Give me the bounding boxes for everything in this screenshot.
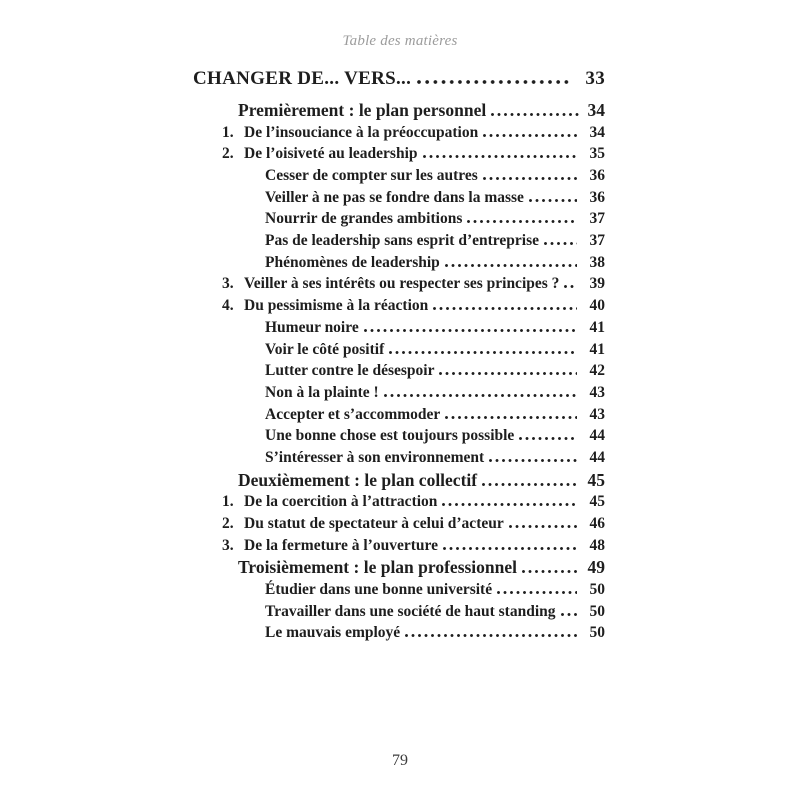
dot-leader [561,613,577,616]
toc-entry-label: Nourrir de grandes ambitions [265,210,463,228]
dot-leader [443,547,577,550]
toc-entry-label: De l’insouciance à la préoccupation [244,123,479,141]
toc-entry-label: Voir le côté positif [265,340,385,358]
toc-entry-label: CHANGER DE... VERS... [193,68,412,89]
toc-entry [193,447,605,469]
dot-leader [384,394,577,397]
dot-leader [445,416,577,419]
dot-leader [467,220,577,223]
dot-leader [522,570,579,573]
toc-entry-label: Lutter contre le désespoir [265,362,435,380]
toc-entry-page: 34 [587,100,605,120]
toc-entry [193,317,605,339]
toc-entry-label: De la fermeture à l’ouverture [244,536,438,554]
dot-leader [417,80,572,84]
toc-entry-label: Non à la plainte ! [265,383,379,401]
toc-entry [193,122,605,144]
toc-entry-number: 3. [222,275,234,293]
toc-entry-label: Troisièmement : le plan professionnel [238,557,518,578]
toc-entry [193,208,605,230]
toc-entry-page: 40 [589,297,605,315]
toc-entry-page: 42 [589,362,605,380]
toc-entry-label: Deuxièmement : le plan collectif [238,469,478,490]
dot-leader [364,329,577,332]
toc-entry-label: Le mauvais employé [265,624,401,642]
toc-entry-label: Phénomènes de leadership [265,253,440,271]
toc-entry-label: Veiller à ne pas se fondre dans la masse [265,188,524,206]
toc-entry-page: 36 [589,166,605,184]
toc-entry [193,556,605,579]
dot-leader [483,177,577,180]
dot-leader [497,591,577,594]
toc-entry-label: Travailler dans une société de haut standing [265,602,556,620]
toc-entry [193,187,605,209]
toc-entry-page: 45 [587,469,605,490]
toc-entry-page: 37 [589,232,605,250]
toc-entry [193,165,605,187]
toc-entry-label: S’intéresser à son environnement [265,449,485,467]
toc-entry-page: 41 [589,318,605,336]
toc-entry [193,404,605,426]
toc-entry [193,252,605,274]
toc-entry-page: 50 [589,624,605,642]
dot-leader [491,113,579,116]
dot-leader [509,525,577,528]
toc-entry-page: 44 [589,449,605,467]
dot-leader [389,351,577,354]
toc-entry-page: 34 [589,123,605,141]
toc-entry-label: Du pessimisme à la réaction [244,297,429,315]
toc-entry [193,425,605,447]
toc-entry-page: 45 [589,493,605,511]
toc-entry [193,295,605,317]
toc-entry-label: Humeur noire [265,318,359,336]
toc-entry-number: 2. [222,514,234,532]
toc-entry-page: 38 [589,253,605,271]
toc-entry [193,535,605,557]
dot-leader [439,372,577,375]
dot-leader [445,264,577,267]
toc-entry-page: 48 [589,536,605,554]
toc-entry [193,601,605,623]
page-number-footer: 79 [392,752,408,769]
dot-leader [489,459,577,462]
toc-list [193,67,605,644]
toc-entry-number: 2. [222,145,234,163]
toc-entry [193,230,605,252]
dot-leader [519,437,577,440]
dot-leader [483,134,577,137]
toc-entry [193,513,605,535]
dot-leader [405,634,577,637]
dot-leader [529,199,577,202]
toc-entry-page: 35 [589,145,605,163]
toc-entry-label: Pas de leadership sans esprit d’entreprise [265,232,539,250]
toc-entry [193,622,605,644]
toc-entry [193,67,605,91]
dot-leader [423,155,578,158]
toc-entry-page: 50 [589,602,605,620]
toc-entry-number: 3. [222,536,234,554]
toc-entry [193,382,605,404]
toc-entry-label: Étudier dans une bonne université [265,580,493,598]
toc-entry [193,99,605,122]
toc-entry-label: Premièrement : le plan personnel [238,100,487,120]
toc-entry-page: 33 [585,68,605,89]
toc-entry-label: Accepter et s’accommoder [265,405,441,423]
toc-entry [193,579,605,601]
toc-entry-label: Du statut de spectateur à celui d’acteur [244,514,504,532]
toc-entry-label: Veiller à ses intérêts ou respecter ses principes ? [244,275,560,293]
toc-entry-number: 1. [222,493,234,511]
toc-entry-label: Cesser de compter sur les autres [265,166,478,184]
toc-entry-page: 43 [589,383,605,401]
toc-entry-page: 49 [587,557,605,578]
toc-entry-page: 46 [589,514,605,532]
toc-entry-label: De l’oisiveté au leadership [244,145,418,163]
dot-leader [433,307,577,310]
toc-entry-page: 50 [589,580,605,598]
toc-entry-page: 36 [589,188,605,206]
toc-entry-page: 43 [589,405,605,423]
dot-leader [482,483,579,486]
toc-entry [193,360,605,382]
toc-entry-page: 41 [589,340,605,358]
toc-entry [193,273,605,295]
toc-entry-number: 1. [222,123,234,141]
toc-entry [193,339,605,361]
toc-entry-page: 37 [589,210,605,228]
running-header: Table des matières [342,33,458,49]
toc-entry-number: 4. [222,297,234,315]
dot-leader [442,503,577,506]
toc-entry-label: Une bonne chose est toujours possible [265,427,515,445]
toc-entry-page: 44 [589,427,605,445]
toc-entry [193,469,605,492]
toc-entry [193,491,605,513]
dot-leader [564,285,577,288]
toc-entry-page: 39 [589,275,605,293]
toc-entry-label: De la coercition à l’attraction [244,493,438,511]
toc-entry [193,143,605,165]
dot-leader [544,242,577,245]
